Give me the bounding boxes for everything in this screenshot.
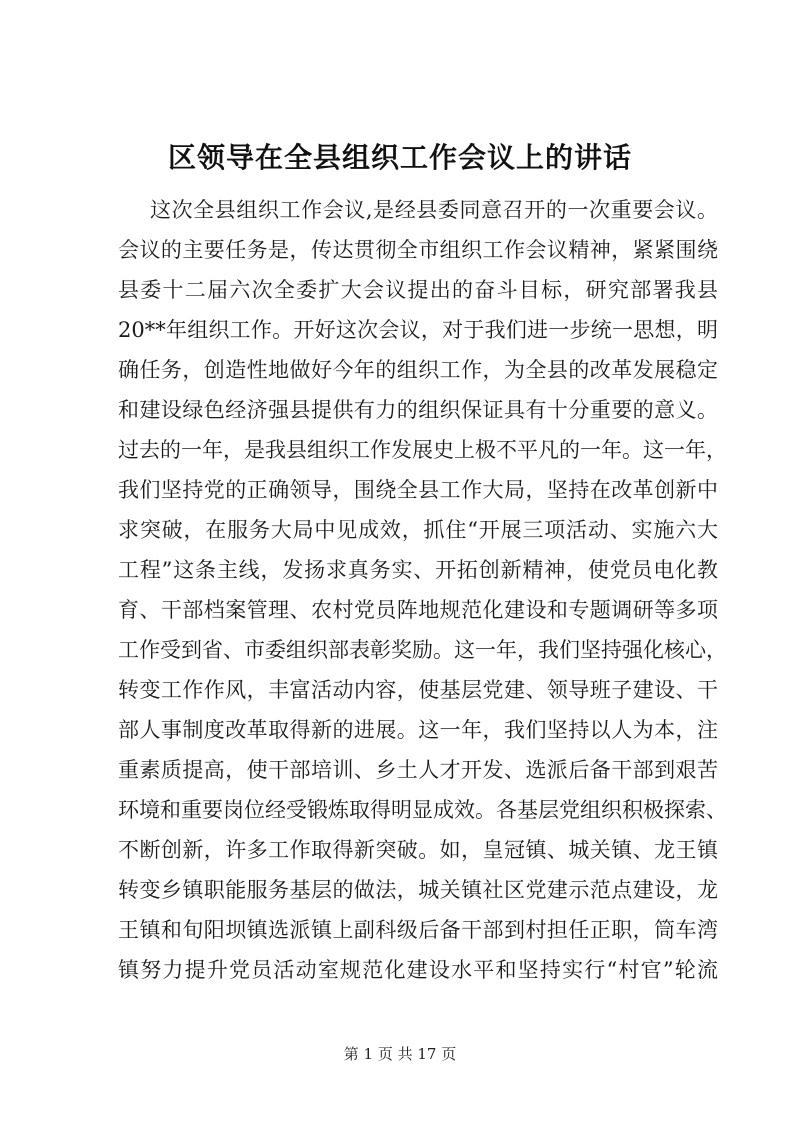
paragraph-line: 确任务，创造性地做好今年的组织工作，为全县的改革发展稳定 bbox=[118, 358, 718, 382]
paragraph-line: 工程”这条主线，发扬求真务实、开拓创新精神，使党员电化教 bbox=[118, 558, 718, 582]
paragraph-line: 县委十二届六次全委扩大会议提出的奋斗目标，研究部署我县 bbox=[118, 278, 718, 302]
paragraph-line: 转变乡镇职能服务基层的做法，城关镇社区党建示范点建设，龙 bbox=[118, 878, 718, 902]
paragraph-line: 镇努力提升党员活动室规范化建设水平和坚持实行“村官”轮流 bbox=[118, 958, 718, 982]
paragraph-line: 不断创新，许多工作取得新突破。如，皇冠镇、城关镇、龙王镇 bbox=[118, 838, 718, 862]
paragraph-line: 过去的一年，是我县组织工作发展史上极不平凡的一年。这一年， bbox=[118, 438, 727, 462]
paragraph-line: 求突破，在服务大局中见成效，抓住“开展三项活动、实施六大 bbox=[118, 518, 718, 542]
page-number: 第 1 页 共 17 页 bbox=[343, 1045, 457, 1063]
paragraph-line: 工作受到省、市委组织部表彰奖励。这一年，我们坚持强化核心， bbox=[118, 638, 727, 662]
paragraph-line: 会议的主要任务是，传达贯彻全市组织工作会议精神，紧紧围绕 bbox=[118, 238, 718, 262]
paragraph-line: 环境和重要岗位经受锻炼取得明显成效。各基层党组织积极探索、 bbox=[118, 798, 727, 822]
paragraph-line: 重素质提高，使干部培训、乡土人才开发、选派后备干部到艰苦 bbox=[118, 758, 718, 782]
page-title: 区领导在全县组织工作会议上的讲话 bbox=[167, 141, 632, 174]
paragraph-line: 王镇和旬阳坝镇选派镇上副科级后备干部到村担任正职，筒车湾 bbox=[118, 918, 718, 942]
paragraph-line: 和建设绿色经济强县提供有力的组织保证具有十分重要的意义。 bbox=[118, 398, 718, 422]
paragraph-line: 20**年组织工作。开好这次会议，对于我们进一步统一思想，明 bbox=[118, 318, 718, 342]
paragraph-line: 育、干部档案管理、农村党员阵地规范化建设和专题调研等多项 bbox=[118, 598, 718, 622]
paragraph-line: 部人事制度改革取得新的进展。这一年，我们坚持以人为本，注 bbox=[118, 718, 718, 742]
paragraph-line: 我们坚持党的正确领导，围绕全县工作大局，坚持在改革创新中 bbox=[118, 478, 718, 502]
paragraph-line: 这次全县组织工作会议,是经县委同意召开的一次重要会议。 bbox=[150, 198, 718, 222]
paragraph-line: 转变工作作风，丰富活动内容，使基层党建、领导班子建设、干 bbox=[118, 678, 718, 702]
